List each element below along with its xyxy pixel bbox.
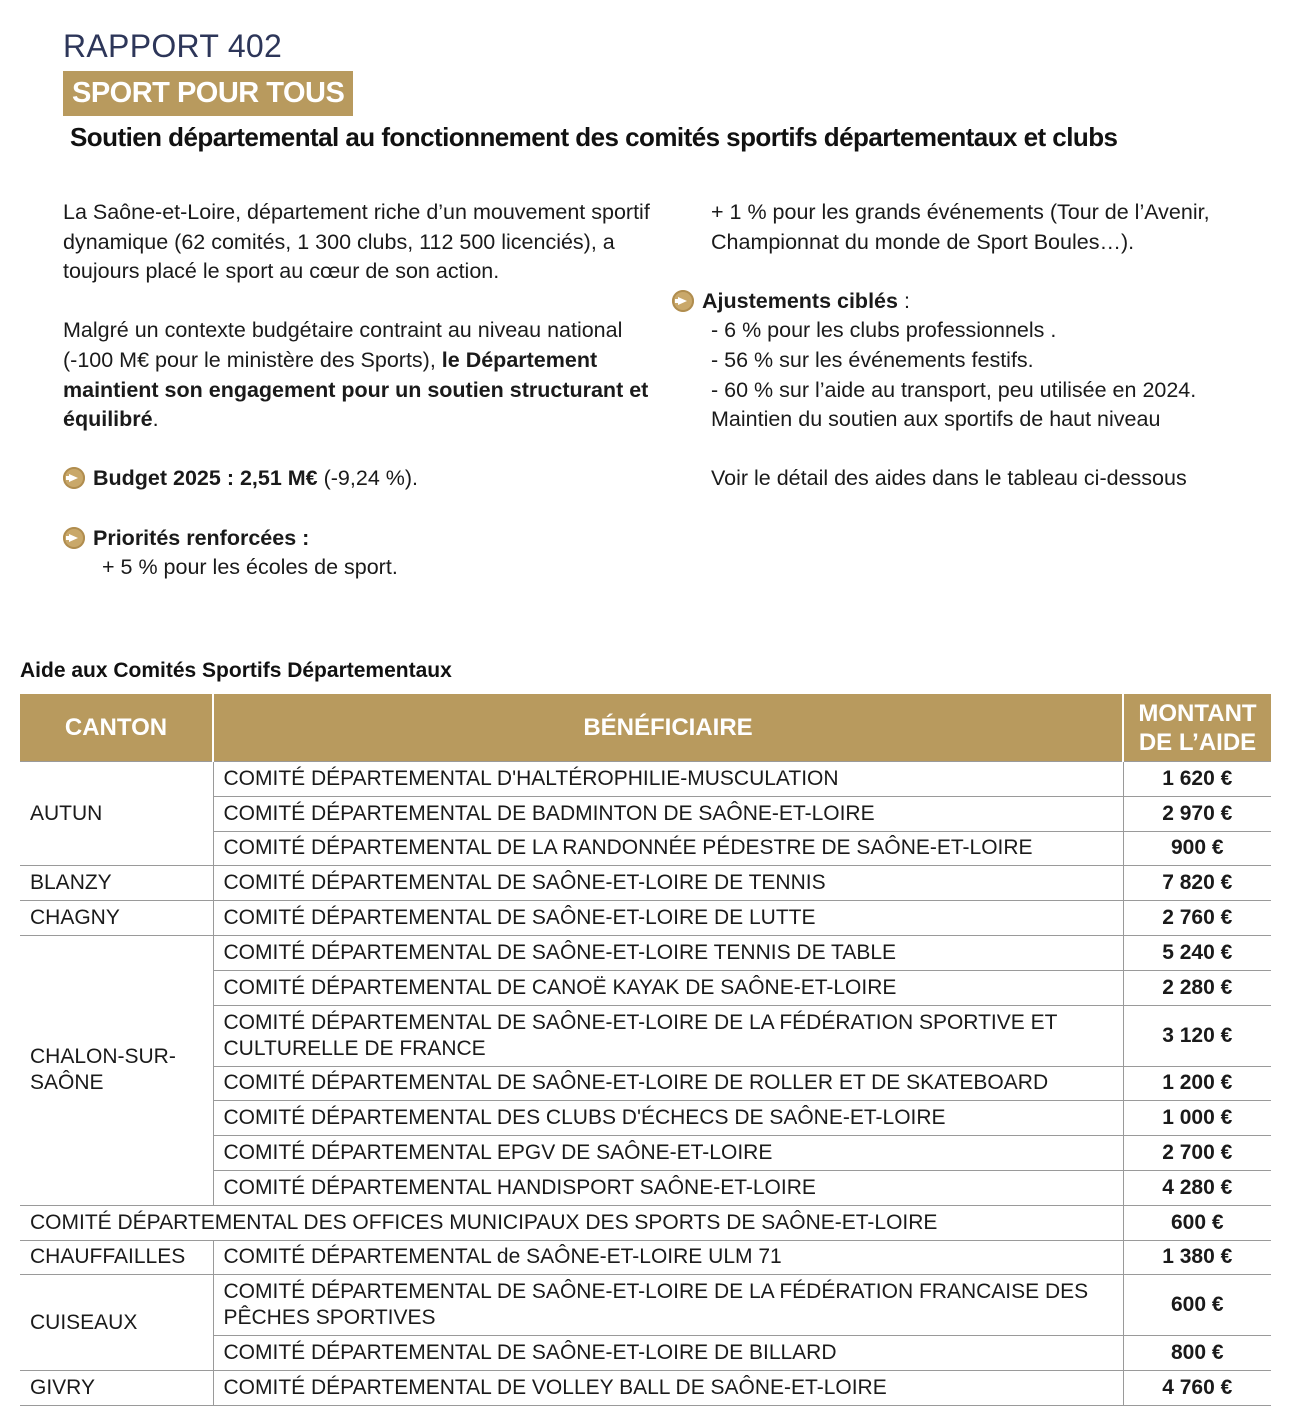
page-title: Soutien départemental au fonctionnement des comités sportifs départementaux et clubs (70, 122, 1118, 152)
column-header-montant (1123, 694, 1271, 762)
priorites-title: Priorités renforcées : (93, 525, 310, 550)
table-title: Aide aux Comités Sportifs Départementaux (20, 659, 452, 682)
canton-cell: CHAUFFAILLES (20, 1240, 213, 1275)
context-paragraph (63, 316, 653, 434)
priorites-item: + 5 % pour les écoles de sport. (102, 555, 398, 580)
beneficiaire-cell: COMITÉ DÉPARTEMENTAL HANDISPORT SAÔNE-ET-LOIRE (213, 1170, 1123, 1205)
table-row (20, 1205, 1271, 1240)
beneficiaire-cell: COMITÉ DÉPARTEMENTAL DE VOLLEY BALL DE SAÔNE-ET-LOIRE (213, 1371, 1123, 1406)
montant-cell: 900 € (1123, 831, 1271, 866)
canton-cell: GIVRY (20, 1371, 213, 1406)
arrow-bullet-icon (672, 290, 694, 312)
canton-cell: AUTUN (20, 762, 213, 866)
beneficiaire-cell: COMITÉ DÉPARTEMENTAL DE SAÔNE-ET-LOIRE DE LA FÉDÉRATION FRANCAISE DES PÊCHES SPORTIVES (213, 1275, 1123, 1336)
montant-header-line1: MONTANT (1138, 699, 1257, 727)
budget-line (63, 464, 653, 494)
beneficiaire-cell: COMITÉ DÉPARTEMENTAL DE BADMINTON DE SAÔNE-ET-LOIRE (213, 796, 1123, 831)
context-end: . (152, 407, 159, 432)
section-badge: SPORT POUR TOUS (63, 71, 353, 116)
aid-table (20, 694, 1271, 1406)
table-row (20, 762, 1271, 797)
montant-cell: 600 € (1123, 1205, 1271, 1240)
beneficiaire-cell: COMITÉ DÉPARTEMENTAL DE SAÔNE-ET-LOIRE DE TENNIS (213, 866, 1123, 901)
canton-cell: CHALON-SUR-SAÔNE (20, 935, 213, 1205)
montant-cell: 4 760 € (1123, 1371, 1271, 1406)
context-bold-text: le Département maintient son engagement pour un soutien structurant et équilibré (63, 347, 649, 432)
montant-cell: 600 € (1123, 1275, 1271, 1336)
montant-cell: 800 € (1123, 1336, 1271, 1371)
beneficiaire-cell: COMITÉ DÉPARTEMENTAL DE SAÔNE-ET-LOIRE DE LUTTE (213, 901, 1123, 936)
beneficiaire-cell: COMITÉ DÉPARTEMENTAL DE SAÔNE-ET-LOIRE DE BILLARD (213, 1336, 1123, 1371)
montant-cell: 2 970 € (1123, 796, 1271, 831)
table-row (20, 935, 1271, 970)
montant-cell: 2 700 € (1123, 1136, 1271, 1171)
report-number: RAPPORT 402 (63, 28, 283, 64)
table-row (20, 866, 1271, 901)
intro-paragraph: La Saône-et-Loire, département riche d’un mouvement sportif dynamique (62 comités, 1 300 clubs, 112 500 licenciés), a toujours placé le sport au cœur de son action. (63, 200, 650, 284)
arrow-bullet-icon (63, 527, 85, 549)
priorites-heading (63, 524, 653, 554)
ajustements-heading (672, 287, 1247, 317)
montant-cell: 7 820 € (1123, 866, 1271, 901)
table-row (20, 901, 1271, 936)
table-row (20, 1275, 1271, 1336)
budget-change: (-9,24 %). (317, 466, 419, 491)
beneficiaire-cell: COMITÉ DÉPARTEMENTAL de SAÔNE-ET-LOIRE ULM 71 (213, 1240, 1123, 1275)
beneficiaire-cell: COMITÉ DÉPARTEMENTAL DE SAÔNE-ET-LOIRE DE LA FÉDÉRATION SPORTIVE ET CULTURELLE DE FRANCE (213, 1005, 1123, 1066)
montant-cell: 1 000 € (1123, 1101, 1271, 1136)
beneficiaire-cell-wide: COMITÉ DÉPARTEMENTAL DES OFFICES MUNICIPAUX DES SPORTS DE SAÔNE-ET-LOIRE (20, 1205, 1123, 1240)
beneficiaire-cell: COMITÉ DÉPARTEMENTAL DE CANOË KAYAK DE SAÔNE-ET-LOIRE (213, 970, 1123, 1005)
ajustements-colon: : (897, 288, 910, 313)
priorites-item: + 1 % pour les grands événements (Tour de l’Avenir, Championnat du monde de Sport Boules…). (711, 200, 1210, 254)
montant-header-line2: DE L’AIDE (1138, 728, 1257, 756)
ajustement-item: Maintien du soutien aux sportifs de haut niveau (711, 407, 1161, 432)
montant-cell: 2 280 € (1123, 970, 1271, 1005)
beneficiaire-cell: COMITÉ DÉPARTEMENTAL DE SAÔNE-ET-LOIRE TENNIS DE TABLE (213, 935, 1123, 970)
table-header-row (20, 694, 1271, 762)
beneficiaire-cell: COMITÉ DÉPARTEMENTAL DE SAÔNE-ET-LOIRE DE ROLLER ET DE SKATEBOARD (213, 1066, 1123, 1101)
ajustement-item: - 60 % sur l’aide au transport, peu utilisée en 2024. (711, 377, 1197, 402)
montant-cell: 5 240 € (1123, 935, 1271, 970)
beneficiaire-cell: COMITÉ DÉPARTEMENTAL EPGV DE SAÔNE-ET-LOIRE (213, 1136, 1123, 1171)
canton-cell: CUISEAUX (20, 1275, 213, 1371)
montant-cell: 2 760 € (1123, 901, 1271, 936)
montant-cell: 1 620 € (1123, 762, 1271, 797)
budget-label: Budget 2025 : 2,51 M€ (93, 466, 318, 491)
montant-cell: 1 200 € (1123, 1066, 1271, 1101)
montant-cell: 4 280 € (1123, 1170, 1271, 1205)
ajustements-title: Ajustements ciblés (702, 288, 898, 313)
see-table-note: Voir le détail des aides dans le tableau ci-dessous (711, 466, 1187, 491)
column-header-canton: CANTON (20, 694, 213, 762)
column-header-beneficiaire: BÉNÉFICIAIRE (213, 694, 1123, 762)
beneficiaire-cell: COMITÉ DÉPARTEMENTAL DE LA RANDONNÉE PÉDESTRE DE SAÔNE-ET-LOIRE (213, 831, 1123, 866)
ajustement-item: - 6 % pour les clubs professionnels . (711, 318, 1057, 343)
intro-right-column (672, 198, 1247, 494)
beneficiaire-cell: COMITÉ DÉPARTEMENTAL DES CLUBS D'ÉCHECS DE SAÔNE-ET-LOIRE (213, 1101, 1123, 1136)
arrow-bullet-icon (63, 467, 85, 489)
ajustement-item: - 56 % sur les événements festifs. (711, 347, 1034, 372)
canton-cell: CHAGNY (20, 901, 213, 936)
beneficiaire-cell: COMITÉ DÉPARTEMENTAL D'HALTÉROPHILIE-MUSCULATION (213, 762, 1123, 797)
intro-left-column (63, 198, 653, 583)
montant-cell: 3 120 € (1123, 1005, 1271, 1066)
montant-cell: 1 380 € (1123, 1240, 1271, 1275)
context-text: Malgré un contexte budgétaire contraint au niveau national (-100 M€ pour le ministère des Sports), (63, 318, 623, 372)
canton-cell: BLANZY (20, 866, 213, 901)
table-row (20, 1371, 1271, 1406)
table-row (20, 1240, 1271, 1275)
